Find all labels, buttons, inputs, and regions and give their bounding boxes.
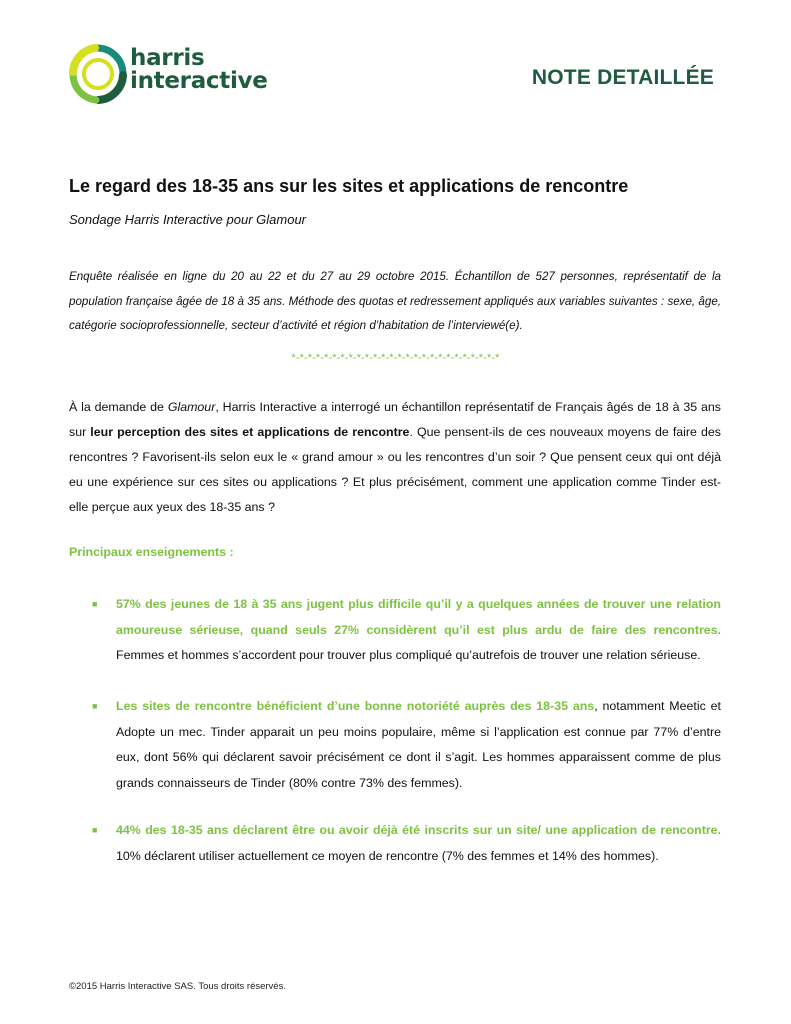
methodology-paragraph: Enquête réalisée en ligne du 20 au 22 et du 27 au 29 octobre 2015. Échantillon de 527 personnes, représentatif de la population française âgée de 18 à 35 ans. Méthode des quotas et redressement appliqués aux variables suivantes : sexe, âge, catégorie socioprofessionnelle, secteur d’activité et région d’habitation de l’interviewé(e). bbox=[69, 270, 721, 332]
finding-item bbox=[92, 818, 721, 869]
logo-ring-icon bbox=[68, 43, 128, 105]
intro-client-name: Glamour bbox=[167, 400, 216, 414]
section-heading: Principaux enseignements : bbox=[69, 545, 234, 559]
separator-line: *-*-*-*-*-*-*-*-*-*-*-*-*-*-*-*-*-*-*-*-*-*-*-*-*-* bbox=[291, 352, 500, 364]
finding-item bbox=[92, 592, 721, 669]
logo-line-1: harris bbox=[130, 45, 205, 71]
intro-part-1: À la demande de bbox=[69, 400, 168, 414]
finding-highlight: 57% des jeunes de 18 à 35 ans jugent plus difficile qu’il y a quelques années de trouver une relation amoureuse sérieuse, quand seuls 27% considèrent qu’il est plus ardu de faire des rencontres. bbox=[116, 597, 721, 637]
finding-item bbox=[92, 694, 721, 796]
finding-text: Femmes et hommes s’accordent pour trouver plus compliqué qu’autrefois de trouver une relation sérieuse. bbox=[116, 648, 701, 662]
finding-highlight: 44% des 18-35 ans déclarent être ou avoir déjà été inscrits sur un site/ une application de rencontre. bbox=[116, 823, 721, 837]
intro-topic: leur perception des sites et applications de rencontre bbox=[90, 425, 410, 439]
finding-text: , notamment Meetic et Adopte un mec. Tinder apparait un peu moins populaire, même si l’application est connue par 77% d’entre eux, dont 56% qui déclarent savoir précisément ce dont il s’agit. Les hommes apparaissent comme de plus grands connaisseurs de Tinder (80% contre 73% des femmes). bbox=[116, 699, 721, 790]
logo-line-2: interactive bbox=[130, 68, 268, 94]
page-title: Le regard des 18-35 ans sur les sites et applications de rencontre bbox=[69, 176, 629, 196]
bullet-square-icon: ■ bbox=[92, 825, 98, 835]
harris-interactive-logo bbox=[68, 43, 273, 105]
subtitle: Sondage Harris Interactive pour Glamour bbox=[69, 212, 307, 227]
intro-part-3: . Que pensent-ils de ces nouveaux moyens de faire des rencontres ? Favorisent-ils selon eux le « grand amour » ou les rencontres d’un soir ? Que pensent ceux qui ont déjà eu une expérience sur ces sites ou applications ? Et plus précisément, comment une application comme Tinder est-elle perçue aux yeux des 18-35 ans ? bbox=[69, 425, 721, 514]
intro-paragraph bbox=[69, 395, 721, 520]
finding-highlight: Les sites de rencontre bénéficient d’une bonne notoriété auprès des 18-35 ans bbox=[116, 699, 595, 713]
copyright-footer: ©2015 Harris Interactive SAS. Tous droits réservés. bbox=[69, 981, 286, 992]
document-type-heading: NOTE DETAILLÉE bbox=[531, 66, 714, 89]
bullet-square-icon: ■ bbox=[92, 701, 98, 711]
finding-text: 10% déclarent utiliser actuellement ce moyen de rencontre (7% des femmes et 14% des hommes). bbox=[116, 848, 659, 863]
logo-wordmark bbox=[130, 47, 268, 93]
intro-part-2: , Harris Interactive a interrogé un échantillon représentatif de Français âgés de 18 à 35 ans sur bbox=[69, 400, 721, 439]
bullet-square-icon: ■ bbox=[92, 599, 98, 609]
